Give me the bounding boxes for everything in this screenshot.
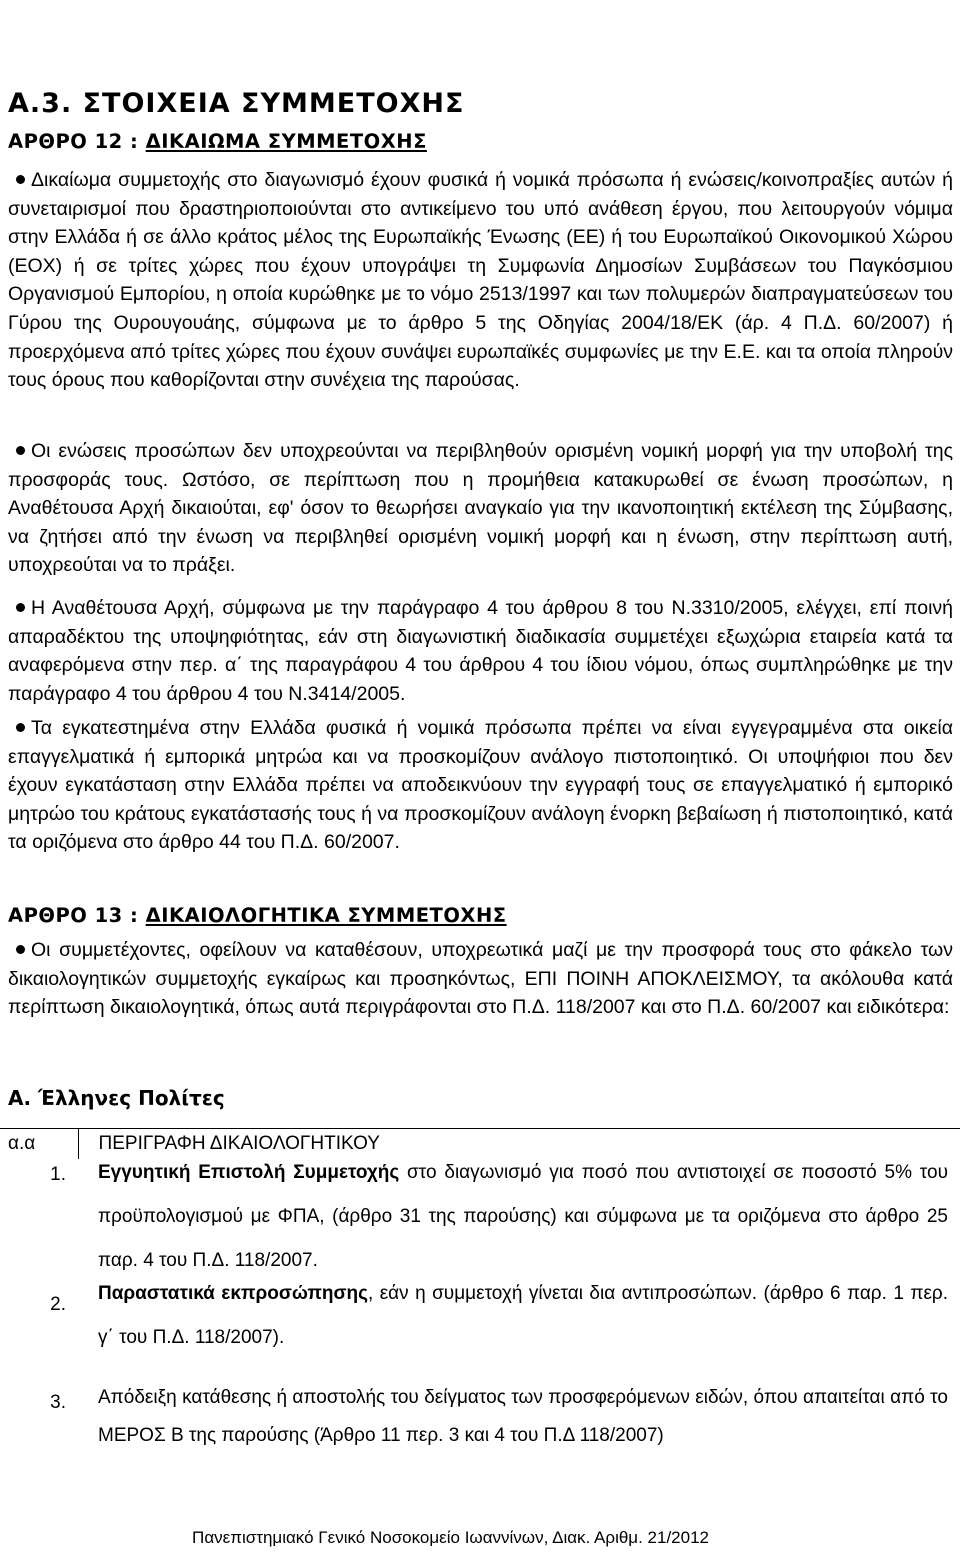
row-text: Απόδειξη κατάθεσης ή αποστολής του δείγματος των προσφερόμενων ειδών, όπου απαιτείται από το ΜΕΡΟΣ Β της παρούσης (Άρθρο 11 περ. 3 και 4 του Π.Δ 118/2007) <box>98 1387 948 1446</box>
article-13-bullet-1 <box>8 936 953 1022</box>
page-footer: Πανεπιστημιακό Γενικό Νοσοκομείο Ιωαννίνων, Διακ. Αριθμ. 21/2012 <box>192 1528 709 1547</box>
bullet-text: Δικαίωμα συμμετοχής στο διαγωνισμό έχουν φυσικά ή νομικά πρόσωπα ή ενώσεις/κοινοπραξίες αυτών ή συνεταιρισμοί που δραστηριοποιούνται στο αντικείμενο του υπό ανάθεση έργου, που λειτουργούν νόμιμα στην Ελλάδα ή σε άλλο κράτος μέλος της Ευρωπαϊκής Ένωσης (ΕΕ) ή του Ευρωπαϊκού Οικονομικού Χώρου (ΕΟΧ) ή σε τρίτες χώρες που έχουν υπογράψει τη Συμφωνία Δημοσίων Συμβάσεων του Παγκόσμιου Οργανισμού Εμπορίου, η οποία κυρώθηκε με το νόμο 2513/1997 και των πολυμερών διαπραγματεύσεων του Γύρου της Ουρουγουάης, σύμφωνα με το άρθρο 5 της Οδηγίας 2004/18/ΕΚ (άρ. 4 Π.Δ. 60/2007) ή προερχόμενα από τρίτες χώρες που έχουν συνάψει ευρωπαϊκές συμφωνίες με την Ε.Ε. και τα οποία πληρούν τους όρους που καθορίζονται στην συνέχεια της παρούσας. <box>8 169 953 392</box>
article-13-title: ΔΙΚΑΙΟΛΟΓΗΤΙΚΑ ΣΥΜΜΕΤΟΧΗΣ <box>145 904 507 927</box>
row-text: , εάν η συμμετοχή γίνεται δια αντιπροσώπων. (άρθρο 6 παρ. 1 περ. γ΄ του Π.Δ. 118/2007). <box>98 1283 948 1348</box>
bullet-text: Η Αναθέτουσα Αρχή, σύμφωνα με την παράγραφο 4 του άρθρου 8 του Ν.3310/2005, ελέγχει, επί ποινή απαραδέκτου της υποψηφιότητας, εάν στη διαγωνιστική διαδικασία συμμετέχει εξωχώρια εταιρεία κατά τα αναφερόμενα στην περ. α΄ της παραγράφου 4 του άρθρου 4 του ίδιου νόμου, όπως συμπληρώθηκε με την παράγραφο 4 του άρθρου 4 του Ν.3414/2005. <box>8 597 953 705</box>
bullet-icon <box>16 175 25 184</box>
bullet-icon <box>16 945 25 954</box>
row-desc <box>78 1379 960 1455</box>
article-12-prefix: ΑΡΘΡΟ 12 : <box>8 130 146 153</box>
bullet-icon <box>16 723 25 732</box>
header-desc: ΠΕΡΙΓΡΑΦΗ ΔΙΚΑΙΟΛΟΓΗΤΙΚΟΥ <box>78 1129 960 1160</box>
bullet-text: Οι συμμετέχοντες, οφείλουν να καταθέσουν, υποχρεωτικά μαζί με την προσφορά τους στο φάκελο των δικαιολογητικών συμμετοχής εγκαίρως και προσηκόντως, ΕΠΙ ΠΟΙΝΗ ΑΠΟΚΛΕΙΣΜΟΥ, τα ακόλουθα κατά περίπτωση δικαιολογητικά, όπως αυτά περιγράφονται στο Π.Δ. 118/2007 και στο Π.Δ. 60/2007 και ειδικότερα: <box>8 939 953 1019</box>
article-13-heading <box>8 904 507 927</box>
article-12-bullet-3 <box>8 594 953 708</box>
article-13-prefix: ΑΡΘΡΟ 13 : <box>8 904 146 927</box>
row-num: 3. <box>50 1392 66 1413</box>
section-title: Α.3. ΣΤΟΙΧΕΙΑ ΣΥΜΜΕΤΟΧΗΣ <box>8 88 465 119</box>
row-bold-text: Παραστατικά εκπροσώπησης <box>98 1283 368 1304</box>
article-12-bullet-2 <box>8 437 953 580</box>
article-12-heading <box>8 130 427 153</box>
row-bold-text: Εγγυητική Επιστολή Συμμετοχής <box>98 1162 400 1183</box>
header-num: α.α <box>0 1129 78 1160</box>
table-row <box>0 1291 960 1379</box>
bullet-text: Τα εγκατεστημένα στην Ελλάδα φυσικά ή νομικά πρόσωπα πρέπει να είναι εγγεγραμμένα στα οικεία επαγγελματικά ή εμπορικά μητρώα και να προσκομίζουν ανάλογο πιστοποιητικό. Οι υποψήφιοι που δεν έχουν εγκατάσταση στην Ελλάδα πρέπει να αποδεικνύουν την εγγραφή τους σε επαγγελματικό ή εμπορικό μητρώο του κράτους εγκατάστασής τους ή να προσκομίζουν ανάλογη ένορκη βεβαίωση ή πιστοποιητικό, κατά τα οριζόμενα στο άρθρο 44 του Π.Δ. 60/2007. <box>8 717 953 854</box>
row-desc <box>78 1151 960 1283</box>
table-row <box>0 1379 960 1455</box>
row-num: 2. <box>50 1294 66 1315</box>
subsection-title: Α. Έλληνες Πολίτες <box>8 1086 225 1110</box>
row-desc <box>78 1272 960 1360</box>
bullet-text: Οι ενώσεις προσώπων δεν υποχρεούνται να περιβληθούν ορισμένη νομική μορφή για την υποβολή της προσφοράς τους. Ωστόσο, σε περίπτωση που η προμήθεια κατακυρωθεί σε ένωση προσώπων, η Αναθέτουσα Αρχή δικαιούται, εφ' όσον το θεωρήσει αναγκαίο για την ικανοποιητική εκτέλεση της Σύμβασης, να ζητήσει από την ένωση να περιβληθεί ορισμένη νομική μορφή και η ένωση, στην περίπτωση αυτή, υποχρεούται να το πράξει. <box>8 440 953 577</box>
requirements-table <box>0 1128 960 1455</box>
row-text: στο διαγωνισμό για ποσό που αντιστοιχεί σε ποσοστό 5% του προϋπολογισμού με ΦΠΑ, (άρθρο 31 της παρούσης) και σύμφωνα με τα οριζόμενα στο άρθρο 25 παρ. 4 του Π.Δ. 118/2007. <box>98 1162 948 1271</box>
article-12-title: ΔΙΚΑΙΩΜΑ ΣΥΜΜΕΤΟΧΗΣ <box>145 130 427 153</box>
bullet-icon <box>16 446 25 455</box>
row-num: 1. <box>50 1164 66 1185</box>
article-12-bullet-1 <box>8 166 953 395</box>
bullet-icon <box>16 603 25 612</box>
article-12-bullet-4 <box>8 714 953 857</box>
